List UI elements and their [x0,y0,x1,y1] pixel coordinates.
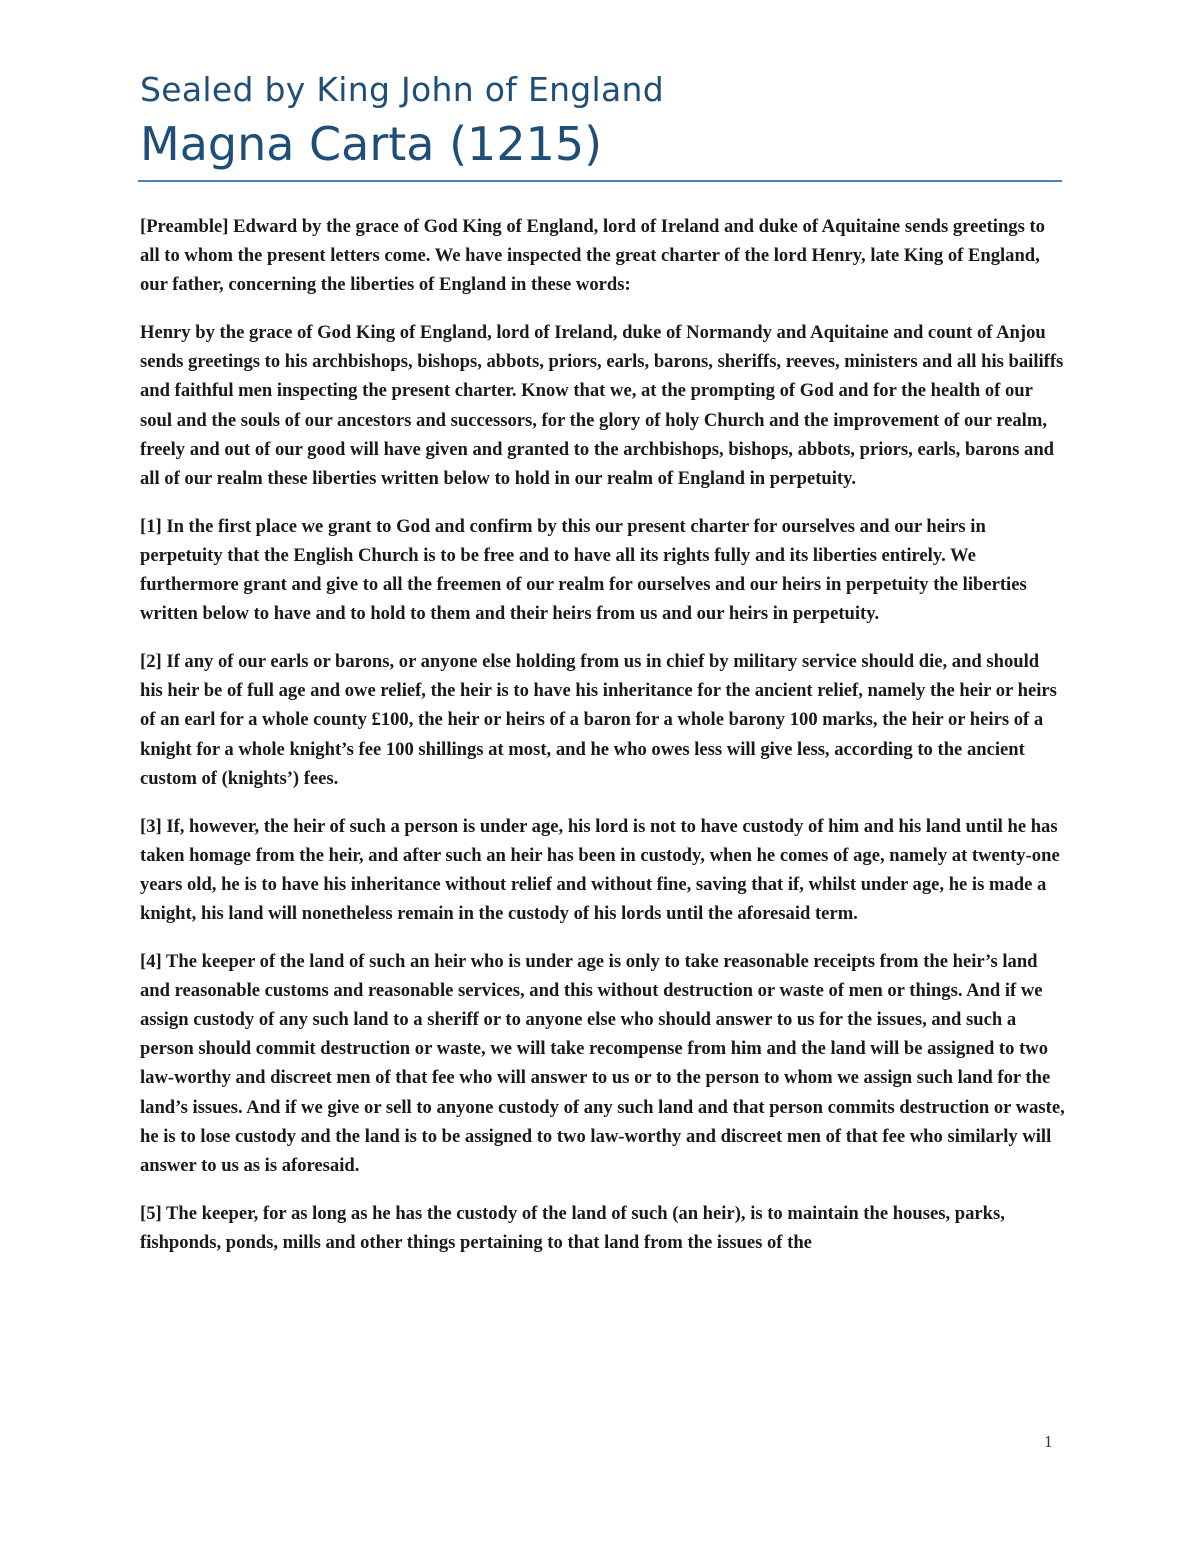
document-title: Magna Carta (1215) [140,117,603,171]
title-underline-divider [138,180,1062,182]
paragraph-clause-5: [5] The keeper, for as long as he has the custody of the land of such (an heir), is to maintain the houses, parks, fishponds, ponds, mills and other things pertaining to that land from the issues of the [140,1202,1005,1253]
paragraph-preamble: [Preamble] Edward by the grace of God King of England, lord of Ireland and duke of Aquitaine sends greetings to all to whom the present letters come. We have inspected the great charter of the lord Henry, late King of England, our father, concerning the liberties of England in these words: [140,216,1045,296]
paragraph-clause-2: [2] If any of our earls or barons, or anyone else holding from us in chief by military service should die, and should his heir be of full age and owe relief, the heir is to have his inheritance for the ancient relief, namely the heir or heirs of an earl for a whole county £100, the heir or heirs of a baron for a whole barony 100 marks, the heir or heirs of a knight for a whole knight’s fee 100 shillings at most, and he who owes less will give less, according to the ancient custom of (knights’) fees. [140,651,1057,789]
paragraph-clause-4: [4] The keeper of the land of such an heir who is under age is only to take reasonable receipts from the heir’s land and reasonable customs and reasonable services, and this without destruction or waste of men or things. And if we assign custody of any such land to a sheriff or to anyone else who should answer to us for the issues, and such a person should commit destruction or waste, we will take recompense from him and the land will be assigned to two law-worthy and discreet men of that fee who will answer to us or to the person to whom we assign such land for the land’s issues. And if we give or sell to anyone custody of any such land and that person commits destruction or waste, he is to lose custody and the land is to be assigned to two law-worthy and discreet men of that fee who similarly will answer to us as is aforesaid. [140,951,1065,1176]
page-number: 1 [1044,1432,1053,1451]
paragraph-clause-3: [3] If, however, the heir of such a person is under age, his lord is not to have custody of him and his land until he has taken homage from the heir, and after such an heir has been in custody, when he comes of age, namely at twenty-one years old, he is to have his inheritance without relief and without fine, saving that if, whilst under age, he is made a knight, his land will nonetheless remain in the custody of his lords until the aforesaid term. [140,815,1060,924]
document-subtitle: Sealed by King John of England [140,70,665,109]
paragraph-henry-greeting: Henry by the grace of God King of England, lord of Ireland, duke of Normandy and Aquitaine and count of Anjou sends greetings to his archbishops, bishops, abbots, priors, earls, barons, sheriffs, reeves, ministers and all his bailiffs and faithful men inspecting the present charter. Know that we, at the prompting of God and for the health of our soul and the souls of our ancestors and successors, for the glory of holy Church and the improvement of our realm, freely and out of our good will have given and granted to the archbishops, bishops, abbots, priors, earls, barons and all of our realm these liberties written below to hold in our realm of England in perpetuity. [140,322,1064,489]
document-body [140,212,1065,1276]
paragraph-clause-1: [1] In the first place we grant to God and confirm by this our present charter for ourselves and our heirs in perpetuity that the English Church is to be free and to have all its rights fully and its liberties entirely. We furthermore grant and give to all the freemen of our realm for ourselves and our heirs in perpetuity the liberties written below to have and to hold to them and their heirs from us and our heirs in perpetuity. [140,515,1027,625]
